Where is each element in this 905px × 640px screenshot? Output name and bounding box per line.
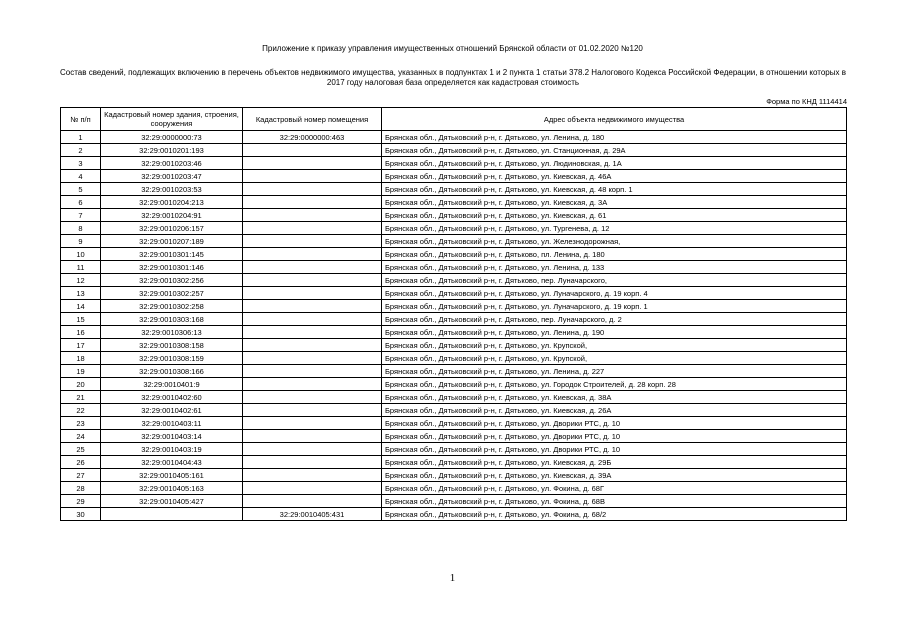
cell-building-cadastral: 32:29:0010302:258 [101, 300, 243, 313]
cell-building-cadastral: 32:29:0010204:91 [101, 209, 243, 222]
cell-address: Брянская обл., Дятьковский р-н, г. Дятьково, ул. Киевская, д. 3А [382, 196, 847, 209]
cell-number: 21 [61, 391, 101, 404]
cell-address: Брянская обл., Дятьковский р-н, г. Дятьково, ул. Киевская, д. 29Б [382, 456, 847, 469]
cell-address: Брянская обл., Дятьковский р-н, г. Дятьково, ул. Дворики РТС, д. 10 [382, 417, 847, 430]
cell-room-cadastral [243, 443, 382, 456]
property-table [60, 107, 847, 521]
col-header-number: № п/п [61, 108, 101, 131]
cell-number: 13 [61, 287, 101, 300]
cell-building-cadastral: 32:29:0010302:256 [101, 274, 243, 287]
cell-room-cadastral [243, 378, 382, 391]
cell-number: 24 [61, 430, 101, 443]
cell-building-cadastral: 32:29:0010405:163 [101, 482, 243, 495]
cell-number: 8 [61, 222, 101, 235]
cell-building-cadastral: 32:29:0010207:189 [101, 235, 243, 248]
cell-room-cadastral [243, 248, 382, 261]
table-row [61, 352, 847, 365]
cell-address: Брянская обл., Дятьковский р-н, г. Дятьково, ул. Луначарского, д. 19 корп. 4 [382, 287, 847, 300]
cell-address: Брянская обл., Дятьковский р-н, г. Дятьково, ул. Киевская, д. 61 [382, 209, 847, 222]
cell-address: Брянская обл., Дятьковский р-н, г. Дятьково, пер. Луначарского, [382, 274, 847, 287]
cell-room-cadastral [243, 222, 382, 235]
cell-address: Брянская обл., Дятьковский р-н, г. Дятьково, ул. Железнодорожная, [382, 235, 847, 248]
table-row [61, 313, 847, 326]
cell-number: 18 [61, 352, 101, 365]
cell-room-cadastral [243, 300, 382, 313]
cell-address: Брянская обл., Дятьковский р-н, г. Дятьково, ул. Крупской, [382, 339, 847, 352]
cell-address: Брянская обл., Дятьковский р-н, г. Дятьково, ул. Киевская, д. 39А [382, 469, 847, 482]
cell-room-cadastral [243, 170, 382, 183]
cell-number: 11 [61, 261, 101, 274]
col-header-address: Адрес объекта недвижимого имущества [382, 108, 847, 131]
cell-building-cadastral: 32:29:0010403:19 [101, 443, 243, 456]
table-row [61, 209, 847, 222]
cell-number: 2 [61, 144, 101, 157]
cell-room-cadastral [243, 365, 382, 378]
cell-building-cadastral: 32:29:0010203:46 [101, 157, 243, 170]
table-row [61, 430, 847, 443]
table-row [61, 131, 847, 144]
cell-address: Брянская обл., Дятьковский р-н, г. Дятьково, ул. Киевская, д. 38А [382, 391, 847, 404]
cell-building-cadastral: 32:29:0010308:166 [101, 365, 243, 378]
cell-building-cadastral: 32:29:0010303:168 [101, 313, 243, 326]
cell-room-cadastral [243, 404, 382, 417]
cell-building-cadastral: 32:29:0000000:73 [101, 131, 243, 144]
cell-address: Брянская обл., Дятьковский р-н, г. Дятьково, ул. Людиновская, д. 1А [382, 157, 847, 170]
cell-building-cadastral: 32:29:0010203:53 [101, 183, 243, 196]
table-row [61, 274, 847, 287]
page-number: 1 [449, 572, 456, 584]
cell-building-cadastral: 32:29:0010201:193 [101, 144, 243, 157]
table-row [61, 235, 847, 248]
cell-number: 25 [61, 443, 101, 456]
table-row [61, 300, 847, 313]
cell-building-cadastral: 32:29:0010402:61 [101, 404, 243, 417]
cell-building-cadastral: 32:29:0010405:161 [101, 469, 243, 482]
table-row [61, 144, 847, 157]
cell-room-cadastral [243, 157, 382, 170]
table-row [61, 326, 847, 339]
table-row [61, 378, 847, 391]
cell-building-cadastral: 32:29:0010403:14 [101, 430, 243, 443]
cell-address: Брянская обл., Дятьковский р-н, г. Дятьково, ул. Фокина, д. 68/2 [382, 508, 847, 521]
cell-number: 29 [61, 495, 101, 508]
table-row [61, 482, 847, 495]
cell-building-cadastral: 32:29:0010404:43 [101, 456, 243, 469]
cell-building-cadastral: 32:29:0010302:257 [101, 287, 243, 300]
col-header-building-cadastral: Кадастровый номер здания, строения, сооружения [101, 108, 243, 131]
cell-number: 7 [61, 209, 101, 222]
cell-number: 26 [61, 456, 101, 469]
table-row [61, 443, 847, 456]
cell-room-cadastral [243, 430, 382, 443]
cell-address: Брянская обл., Дятьковский р-н, г. Дятьково, ул. Крупской, [382, 352, 847, 365]
cell-address: Брянская обл., Дятьковский р-н, г. Дятьково, ул. Ленина, д. 133 [382, 261, 847, 274]
cell-room-cadastral [243, 469, 382, 482]
cell-room-cadastral [243, 495, 382, 508]
document-header: Приложение к приказу управления имущественных отношений Брянской области от 01.02.2020 №120 [262, 44, 643, 53]
cell-address: Брянская обл., Дятьковский р-н, г. Дятьково, ул. Киевская, д. 26А [382, 404, 847, 417]
cell-number: 17 [61, 339, 101, 352]
table-row [61, 365, 847, 378]
cell-building-cadastral: 32:29:0010306:13 [101, 326, 243, 339]
cell-room-cadastral [243, 261, 382, 274]
table-row [61, 417, 847, 430]
cell-room-cadastral [243, 287, 382, 300]
document-intro: Состав сведений, подлежащих включению в перечень объектов недвижимого имущества, указанных в подпунктах 1 и 2 пункта 1 статьи 378.2 Налогового Кодекса Российской Федерации, в отношении которых в 2017 году налоговая база определяется как кадастровая стоимость [60, 68, 846, 87]
cell-address: Брянская обл., Дятьковский р-н, г. Дятьково, ул. Киевская, д. 46А [382, 170, 847, 183]
cell-address: Брянская обл., Дятьковский р-н, г. Дятьково, ул. Фокина, д. 68Г [382, 482, 847, 495]
cell-room-cadastral [243, 196, 382, 209]
cell-building-cadastral: 32:29:0010401:9 [101, 378, 243, 391]
cell-address: Брянская обл., Дятьковский р-н, г. Дятьково, пл. Ленина, д. 180 [382, 248, 847, 261]
table-row [61, 339, 847, 352]
cell-number: 3 [61, 157, 101, 170]
form-label: Форма по КНД 1114414 [766, 97, 847, 106]
cell-number: 12 [61, 274, 101, 287]
cell-room-cadastral [243, 183, 382, 196]
cell-address: Брянская обл., Дятьковский р-н, г. Дятьково, ул. Тургенева, д. 12 [382, 222, 847, 235]
cell-building-cadastral: 32:29:0010402:60 [101, 391, 243, 404]
cell-room-cadastral [243, 209, 382, 222]
table-row [61, 222, 847, 235]
cell-room-cadastral [243, 326, 382, 339]
col-header-room-cadastral: Кадастровый номер помещения [243, 108, 382, 131]
cell-number: 1 [61, 131, 101, 144]
cell-number: 30 [61, 508, 101, 521]
table-row [61, 261, 847, 274]
cell-building-cadastral: 32:29:0010203:47 [101, 170, 243, 183]
table-row [61, 508, 847, 521]
table-row [61, 404, 847, 417]
cell-building-cadastral [101, 508, 243, 521]
cell-address: Брянская обл., Дятьковский р-н, г. Дятьково, ул. Ленина, д. 227 [382, 365, 847, 378]
cell-number: 27 [61, 469, 101, 482]
cell-address: Брянская обл., Дятьковский р-н, г. Дятьково, ул. Станционная, д. 29А [382, 144, 847, 157]
cell-room-cadastral [243, 391, 382, 404]
cell-number: 4 [61, 170, 101, 183]
cell-address: Брянская обл., Дятьковский р-н, г. Дятьково, ул. Ленина, д. 190 [382, 326, 847, 339]
cell-building-cadastral: 32:29:0010204:213 [101, 196, 243, 209]
cell-room-cadastral [243, 352, 382, 365]
cell-address: Брянская обл., Дятьковский р-н, г. Дятьково, ул. Фокина, д. 68В [382, 495, 847, 508]
cell-building-cadastral: 32:29:0010206:157 [101, 222, 243, 235]
cell-address: Брянская обл., Дятьковский р-н, г. Дятьково, ул. Киевская, д. 48 корп. 1 [382, 183, 847, 196]
cell-room-cadastral [243, 339, 382, 352]
cell-number: 5 [61, 183, 101, 196]
cell-address: Брянская обл., Дятьковский р-н, г. Дятьково, ул. Ленина, д. 180 [382, 131, 847, 144]
table-header-row [61, 108, 847, 131]
table-row [61, 183, 847, 196]
table-row [61, 170, 847, 183]
cell-number: 6 [61, 196, 101, 209]
table-row [61, 456, 847, 469]
table-row [61, 391, 847, 404]
cell-number: 15 [61, 313, 101, 326]
cell-room-cadastral [243, 144, 382, 157]
cell-address: Брянская обл., Дятьковский р-н, г. Дятьково, пер. Луначарского, д. 2 [382, 313, 847, 326]
cell-building-cadastral: 32:29:0010403:11 [101, 417, 243, 430]
cell-address: Брянская обл., Дятьковский р-н, г. Дятьково, ул. Луначарского, д. 19 корп. 1 [382, 300, 847, 313]
table-body [61, 131, 847, 521]
cell-number: 19 [61, 365, 101, 378]
cell-building-cadastral: 32:29:0010308:159 [101, 352, 243, 365]
cell-number: 16 [61, 326, 101, 339]
table-row [61, 469, 847, 482]
cell-room-cadastral: 32:29:0000000:463 [243, 131, 382, 144]
table-row [61, 248, 847, 261]
table-row [61, 287, 847, 300]
cell-building-cadastral: 32:29:0010301:145 [101, 248, 243, 261]
cell-number: 9 [61, 235, 101, 248]
cell-number: 14 [61, 300, 101, 313]
cell-address: Брянская обл., Дятьковский р-н, г. Дятьково, ул. Дворики РТС, д. 10 [382, 430, 847, 443]
cell-address: Брянская обл., Дятьковский р-н, г. Дятьково, ул. Городок Строителей, д. 28 корп. 28 [382, 378, 847, 391]
cell-room-cadastral [243, 274, 382, 287]
cell-building-cadastral: 32:29:0010301:146 [101, 261, 243, 274]
cell-room-cadastral [243, 417, 382, 430]
cell-room-cadastral [243, 482, 382, 495]
cell-room-cadastral: 32:29:0010405:431 [243, 508, 382, 521]
cell-room-cadastral [243, 313, 382, 326]
cell-address: Брянская обл., Дятьковский р-н, г. Дятьково, ул. Дворики РТС, д. 10 [382, 443, 847, 456]
cell-building-cadastral: 32:29:0010308:158 [101, 339, 243, 352]
cell-number: 10 [61, 248, 101, 261]
table-row [61, 495, 847, 508]
cell-number: 28 [61, 482, 101, 495]
cell-number: 20 [61, 378, 101, 391]
table-row [61, 196, 847, 209]
cell-number: 23 [61, 417, 101, 430]
cell-room-cadastral [243, 235, 382, 248]
cell-number: 22 [61, 404, 101, 417]
table-row [61, 157, 847, 170]
cell-building-cadastral: 32:29:0010405:427 [101, 495, 243, 508]
cell-room-cadastral [243, 456, 382, 469]
